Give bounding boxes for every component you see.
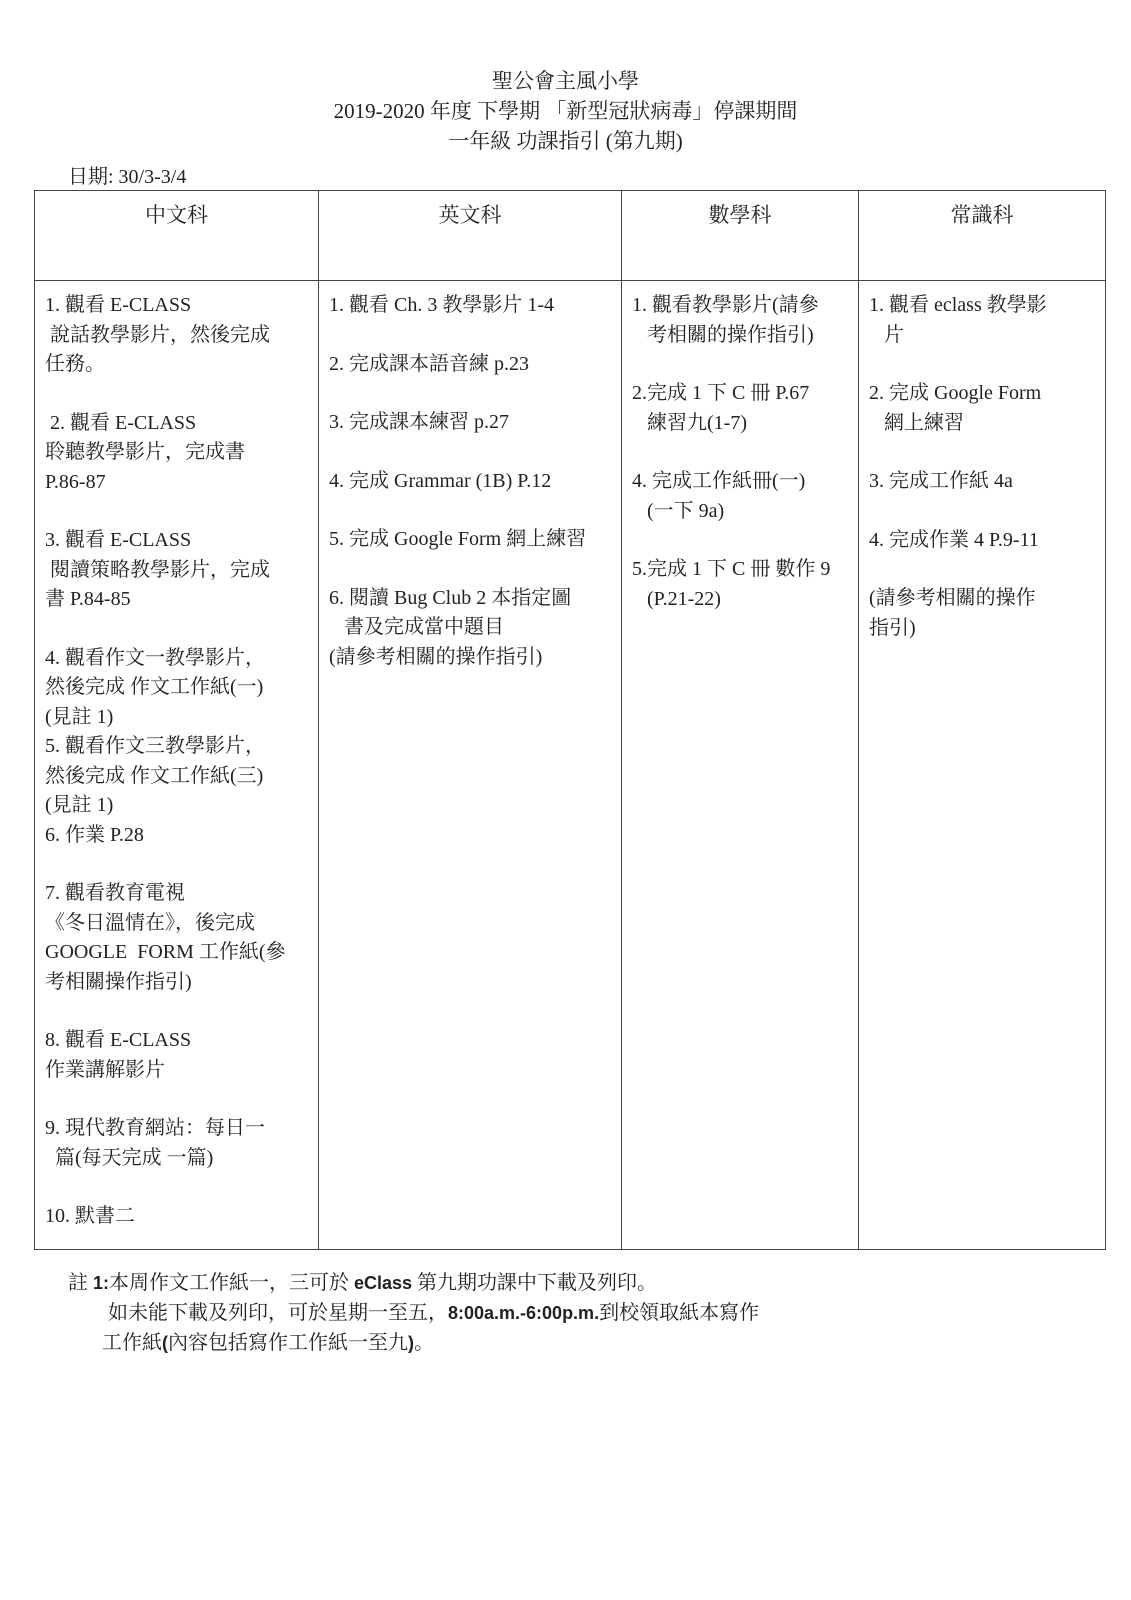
general-item-3 bbox=[869, 467, 1097, 497]
english-item-6 bbox=[329, 584, 613, 673]
item-line: 1. 觀看教學影片(請參 bbox=[632, 294, 819, 316]
item-line: (請參考相關的操作指引) bbox=[329, 645, 543, 668]
item-line: (請參考相關的操作 bbox=[869, 587, 1036, 609]
item-line: 6. 作業 P.28 bbox=[45, 823, 144, 846]
item-line: 10. 默書二 bbox=[45, 1205, 135, 1227]
item-line: 3. 完成課本練習 p.27 bbox=[329, 411, 509, 433]
item-line: 作業講解影片 bbox=[45, 1058, 165, 1081]
item-line: 練習九(1-7) bbox=[632, 411, 747, 434]
item-line: 1. 觀看 eclass 教學影 bbox=[869, 294, 1047, 316]
item-line: 4. 完成作業 4 P.9-11 bbox=[869, 528, 1039, 551]
table-row bbox=[35, 281, 1106, 1250]
item-line: 2. 完成 Google Form bbox=[869, 382, 1042, 404]
column-header-general: 常識科 bbox=[859, 191, 1106, 281]
general-cell bbox=[859, 281, 1106, 1250]
homework-table bbox=[34, 190, 1106, 1250]
english-item-5 bbox=[329, 525, 613, 555]
document-header bbox=[0, 66, 1131, 156]
item-line: (見註 1) bbox=[45, 705, 114, 728]
item-line: 書 P.84-85 bbox=[45, 588, 131, 610]
item-line: 說話教學影片，然後完成 bbox=[45, 323, 270, 346]
chinese-item-5 bbox=[45, 732, 310, 821]
english-item-4 bbox=[329, 467, 613, 497]
column-header-english: 英文科 bbox=[319, 191, 622, 281]
item-line: 7. 觀看教育電視 bbox=[45, 882, 185, 904]
item-line: (P.21-22) bbox=[632, 587, 721, 610]
chinese-item-7 bbox=[45, 879, 310, 997]
chinese-item-4 bbox=[45, 644, 310, 733]
school-name: 聖公會主風小學 bbox=[492, 69, 639, 93]
column-header-math: 數學科 bbox=[622, 191, 859, 281]
math-item-2 bbox=[632, 379, 850, 438]
general-item-4 bbox=[869, 526, 1097, 556]
item-line: 9. 現代教育網站：每日一 bbox=[45, 1117, 265, 1139]
date-label: 日期: 30/3-3/4 bbox=[68, 166, 187, 188]
english-item-2 bbox=[329, 350, 613, 380]
item-line: 5. 完成 Google Form 網上練習 bbox=[329, 528, 587, 550]
term-title: 2019-2020 年度 下學期 「新型冠狀病毒」停課期間 bbox=[333, 99, 798, 123]
item-line: 6. 閱讀 Bug Club 2 本指定圖 bbox=[329, 586, 572, 609]
item-line: 5. 觀看作文三教學影片， bbox=[45, 735, 265, 757]
item-line: 4. 觀看作文一教學影片， bbox=[45, 646, 265, 669]
item-line: (見註 1) bbox=[45, 794, 114, 816]
english-item-1 bbox=[329, 291, 613, 321]
column-header-chinese: 中文科 bbox=[35, 191, 319, 281]
chinese-item-8 bbox=[45, 1026, 310, 1085]
item-line: 2.完成 1 下 C 冊 P.67 bbox=[632, 382, 810, 404]
item-line: 指引) bbox=[869, 616, 916, 639]
item-line: (一下 9a) bbox=[632, 499, 725, 522]
item-line: 《冬日溫情在》，後完成 bbox=[45, 911, 255, 934]
footnote-line-2: 如未能下載及列印，可於星期一至五，8:00a.m.-6:00p.m.到校領取紙本寫作 bbox=[108, 1302, 760, 1324]
chinese-item-2 bbox=[45, 409, 310, 498]
item-line: 篇(每天完成 一篇) bbox=[45, 1146, 214, 1169]
chinese-item-9 bbox=[45, 1114, 310, 1173]
item-line: 考相關的操作指引) bbox=[632, 323, 814, 346]
item-line: 4. 完成 Grammar (1B) P.12 bbox=[329, 469, 552, 492]
item-line: 2. 完成課本語音練 p.23 bbox=[329, 352, 529, 375]
item-line: 3. 觀看 E-CLASS bbox=[45, 529, 192, 551]
english-cell bbox=[319, 281, 622, 1250]
chinese-item-10 bbox=[45, 1202, 310, 1232]
page-title: 一年級 功課指引 (第九期) bbox=[448, 129, 683, 153]
chinese-cell bbox=[35, 281, 319, 1250]
item-line: 聆聽教學影片，完成書 bbox=[45, 441, 245, 463]
math-item-3 bbox=[632, 467, 850, 526]
general-item-1 bbox=[869, 291, 1097, 350]
item-line: 然後完成 作文工作紙(一) bbox=[45, 676, 264, 698]
item-line: 4. 完成工作紙冊(一) bbox=[632, 470, 806, 492]
item-line: 2. 觀看 E-CLASS bbox=[45, 411, 197, 434]
footnote bbox=[68, 1268, 759, 1358]
table-header-row bbox=[35, 191, 1106, 281]
item-line: 網上練習 bbox=[869, 411, 964, 434]
item-line: 1. 觀看 Ch. 3 教學影片 1-4 bbox=[329, 294, 554, 316]
chinese-item-1 bbox=[45, 291, 310, 380]
item-line: 1. 觀看 E-CLASS bbox=[45, 294, 192, 316]
footnote-line-1: 註 1:本周作文工作紙一，三可於 eClass 第九期功課中下載及列印。 bbox=[68, 1272, 658, 1294]
footnote-line-3: 工作紙(內容包括寫作工作紙一至九)。 bbox=[102, 1332, 434, 1354]
item-line: P.86-87 bbox=[45, 470, 106, 493]
item-line: 8. 觀看 E-CLASS bbox=[45, 1029, 192, 1051]
item-line: 3. 完成工作紙 4a bbox=[869, 470, 1013, 492]
math-item-1 bbox=[632, 291, 850, 350]
item-line: 書及完成當中題目 bbox=[329, 616, 504, 638]
item-line: 片 bbox=[869, 323, 904, 346]
math-cell bbox=[622, 281, 859, 1250]
item-line: 考相關操作指引) bbox=[45, 970, 192, 993]
item-line: 然後完成 作文工作紙(三) bbox=[45, 764, 264, 787]
chinese-item-3 bbox=[45, 526, 310, 615]
general-item-2 bbox=[869, 379, 1097, 438]
item-line: 5.完成 1 下 C 冊 數作 9 bbox=[632, 558, 831, 580]
item-line: GOOGLE FORM 工作紙(參 bbox=[45, 941, 286, 963]
chinese-item-6 bbox=[45, 821, 310, 851]
general-item-5 bbox=[869, 584, 1097, 643]
math-item-4 bbox=[632, 555, 850, 614]
item-line: 任務。 bbox=[45, 353, 105, 375]
item-line: 閱讀策略教學影片，完成 bbox=[45, 558, 270, 581]
english-item-3 bbox=[329, 408, 613, 438]
